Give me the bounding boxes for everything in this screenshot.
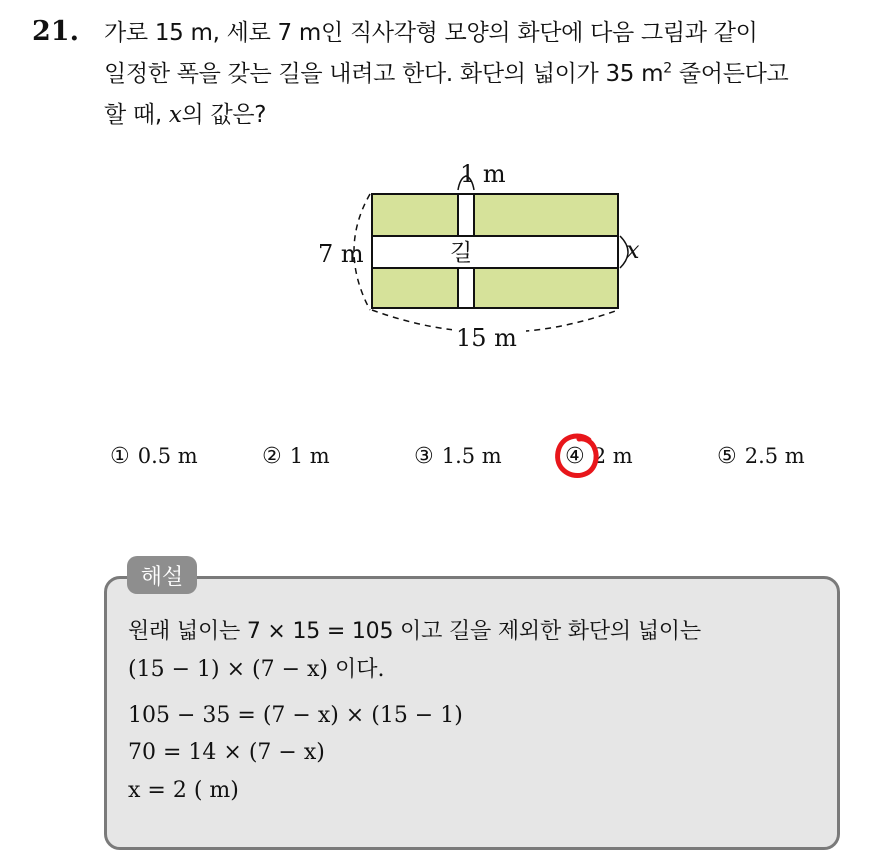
solution-badge: 해설 xyxy=(127,556,197,594)
superscript-2: 2 xyxy=(663,60,672,77)
choice-3-value: 1.5 m xyxy=(441,444,502,468)
question-line-3 xyxy=(104,96,266,129)
garden-bed-top-right xyxy=(474,194,618,236)
question-line-2 xyxy=(104,55,788,88)
choice-2-mark: ② xyxy=(262,444,282,469)
choice-4-mark: ④ xyxy=(565,444,585,469)
solution-line-3: 105 − 35 = (7 − x) × (15 − 1) xyxy=(128,703,463,728)
choice-4-value: 2 m xyxy=(592,444,633,468)
bottom-label: 15 m xyxy=(456,324,517,352)
choice-5-value: 2.5 m xyxy=(744,444,805,468)
question-number: 21. xyxy=(32,16,79,47)
path-label: 길 xyxy=(450,240,473,266)
garden-figure xyxy=(300,150,660,360)
question-line-3-suffix: 의 값은? xyxy=(181,102,267,128)
right-label: x xyxy=(626,236,640,264)
question-line-2-text: 일정한 폭을 갖는 길을 내려고 한다. 화단의 넓이가 35 m xyxy=(104,61,664,87)
garden-bed-bottom-left xyxy=(372,268,458,308)
choice-5[interactable] xyxy=(717,444,805,469)
top-label: 1 m xyxy=(460,160,506,188)
choice-3[interactable] xyxy=(414,444,502,469)
garden-bed-top-left xyxy=(372,194,458,236)
garden-bed-bottom-right xyxy=(474,268,618,308)
left-label: 7 m xyxy=(318,240,364,268)
question-line-3-prefix: 할 때, xyxy=(104,102,169,128)
solution-line-1: 원래 넓이는 7 × 15 = 105 이고 길을 제외한 화단의 넓이는 xyxy=(128,619,701,644)
answer-circle-annotation xyxy=(551,430,603,482)
choice-1-mark: ① xyxy=(110,444,130,469)
choice-1-value: 0.5 m xyxy=(137,444,198,468)
choice-1[interactable] xyxy=(110,444,198,469)
variable-x: x xyxy=(168,102,182,128)
choice-2[interactable] xyxy=(262,444,330,469)
question-line-1: 가로 15 m, 세로 7 m인 직사각형 모양의 화단에 다음 그림과 같이 xyxy=(104,20,758,46)
solution-line-2: (15 − 1) × (7 − x) 이다. xyxy=(128,657,385,682)
choice-5-mark: ⑤ xyxy=(717,444,737,469)
solution-line-4: 70 = 14 × (7 − x) xyxy=(128,740,325,765)
choice-2-value: 1 m xyxy=(289,444,330,468)
question-line-2-tail: 줄어든다고 xyxy=(671,61,789,87)
choice-3-mark: ③ xyxy=(414,444,434,469)
solution-line-5: x = 2 ( m) xyxy=(128,778,239,803)
